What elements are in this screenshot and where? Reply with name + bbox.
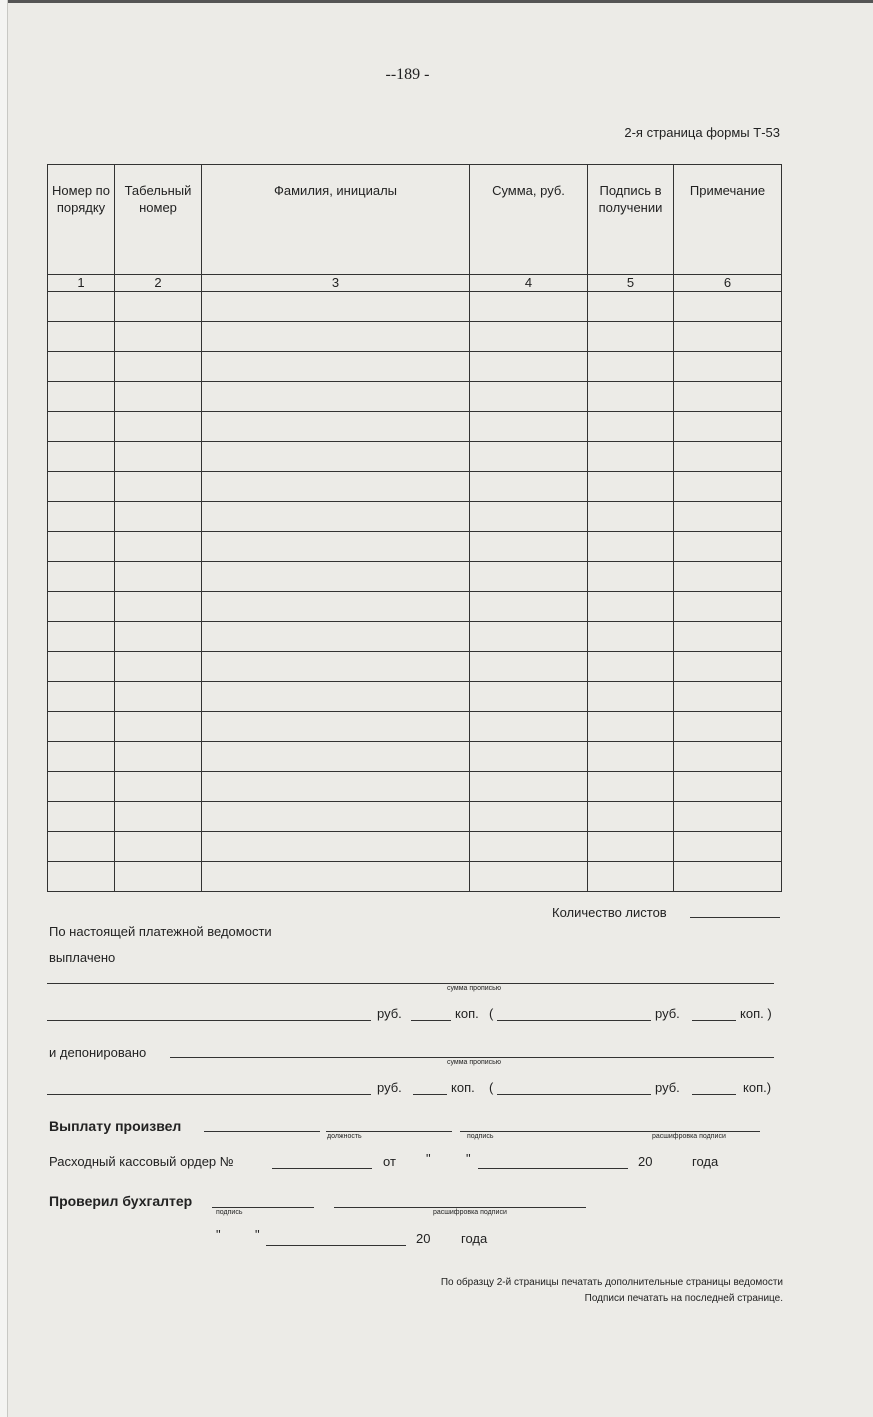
table-cell[interactable]	[470, 862, 588, 892]
table-cell[interactable]	[588, 352, 674, 382]
rub-label: руб.	[377, 1006, 402, 1021]
table-cell[interactable]	[48, 532, 115, 562]
table-cell[interactable]	[588, 292, 674, 322]
kop-label: коп.	[455, 1006, 479, 1021]
table-cell[interactable]	[674, 772, 782, 802]
paid-sum-words-field[interactable]	[47, 983, 774, 984]
table-cell[interactable]	[48, 292, 115, 322]
table-cell[interactable]	[588, 502, 674, 532]
table-cell[interactable]	[202, 532, 470, 562]
paid-label-line1: По настоящей платежной ведомости	[49, 924, 272, 939]
table-cell[interactable]	[470, 352, 588, 382]
table-cell[interactable]	[202, 682, 470, 712]
table-cell[interactable]	[470, 322, 588, 352]
table-cell[interactable]	[48, 592, 115, 622]
kop-close-label-2: коп.)	[743, 1080, 772, 1095]
note-line2: Подписи печатать на последней странице.	[584, 1293, 783, 1304]
table-row	[48, 742, 782, 772]
column-number: 1	[48, 275, 115, 292]
cash-order-number-field[interactable]	[272, 1168, 372, 1169]
table-cell[interactable]	[202, 712, 470, 742]
table-cell[interactable]	[674, 412, 782, 442]
column-number: 3	[202, 275, 470, 292]
table-cell[interactable]	[202, 742, 470, 772]
column-number: 2	[115, 275, 202, 292]
deposited-kop-field[interactable]	[413, 1094, 447, 1095]
table-cell[interactable]	[470, 832, 588, 862]
sheets-count-field[interactable]	[690, 917, 780, 918]
table-cell[interactable]	[674, 862, 782, 892]
paid-kop-digits-field[interactable]	[692, 1020, 736, 1021]
table-row	[48, 862, 782, 892]
scan-left-edge	[0, 0, 8, 1417]
table-row	[48, 802, 782, 832]
table-row	[48, 472, 782, 502]
table-cell[interactable]	[48, 682, 115, 712]
table-cell[interactable]	[588, 772, 674, 802]
from-label: от	[383, 1154, 396, 1169]
table-cell[interactable]	[48, 742, 115, 772]
table-cell[interactable]	[588, 532, 674, 562]
table-cell[interactable]	[48, 652, 115, 682]
table-cell[interactable]	[115, 532, 202, 562]
payroll-table	[47, 164, 782, 892]
table-cell[interactable]	[674, 652, 782, 682]
table-cell[interactable]	[202, 832, 470, 862]
table-cell[interactable]	[674, 352, 782, 382]
table-cell[interactable]	[115, 292, 202, 322]
table-cell[interactable]	[674, 832, 782, 862]
table-cell[interactable]	[115, 832, 202, 862]
header-signature: Подпись в получении	[588, 165, 674, 275]
open-paren: (	[489, 1006, 494, 1021]
table-cell[interactable]	[115, 322, 202, 352]
table-cell[interactable]	[48, 832, 115, 862]
sheets-count-label: Количество листов	[552, 905, 667, 920]
cash-order-date-field[interactable]	[478, 1168, 628, 1169]
sum-in-words-caption: сумма прописью	[447, 985, 502, 992]
accountant-signature-field[interactable]	[212, 1207, 314, 1208]
table-cell[interactable]	[588, 862, 674, 892]
table-cell[interactable]	[674, 802, 782, 832]
table-cell[interactable]	[674, 502, 782, 532]
table-cell[interactable]	[674, 592, 782, 622]
header-personnel-number: Табельный номер	[115, 165, 202, 275]
table-cell[interactable]	[115, 592, 202, 622]
table-cell[interactable]	[48, 382, 115, 412]
note-line1: По образцу 2-й страницы печатать дополнительные страницы ведомости	[440, 1277, 783, 1288]
table-row	[48, 592, 782, 622]
table-cell[interactable]	[202, 862, 470, 892]
table-cell[interactable]	[202, 442, 470, 472]
table-cell[interactable]	[470, 442, 588, 472]
table-cell[interactable]	[588, 742, 674, 772]
deposited-rub-field[interactable]	[47, 1094, 371, 1095]
table-cell[interactable]	[588, 682, 674, 712]
table-cell[interactable]	[202, 592, 470, 622]
table-cell[interactable]	[115, 682, 202, 712]
quote-close-2: "	[255, 1227, 260, 1242]
paid-by-decode-field[interactable]	[460, 1131, 760, 1132]
open-paren-2: (	[489, 1080, 494, 1095]
table-cell[interactable]	[115, 472, 202, 502]
table-cell[interactable]	[115, 712, 202, 742]
table-row	[48, 292, 782, 322]
table-cell[interactable]	[202, 562, 470, 592]
table-cell[interactable]	[470, 502, 588, 532]
table-cell[interactable]	[202, 322, 470, 352]
table-row	[48, 442, 782, 472]
table-row	[48, 562, 782, 592]
table-cell[interactable]	[48, 712, 115, 742]
rub-paren-label: руб.	[655, 1006, 680, 1021]
table-cell[interactable]	[48, 622, 115, 652]
table-row	[48, 412, 782, 442]
table-cell[interactable]	[115, 652, 202, 682]
check-date-field[interactable]	[266, 1245, 406, 1246]
table-cell[interactable]	[202, 292, 470, 322]
table-cell[interactable]	[202, 502, 470, 532]
table-cell[interactable]	[202, 772, 470, 802]
table-cell[interactable]	[115, 442, 202, 472]
table-cell[interactable]	[674, 472, 782, 502]
table-cell[interactable]	[674, 442, 782, 472]
deposited-kop-digits-field[interactable]	[692, 1094, 736, 1095]
signature-decode-caption-2: расшифровка подписи	[433, 1209, 507, 1216]
paid-by-signature-field[interactable]	[326, 1131, 452, 1132]
table-cell[interactable]	[48, 772, 115, 802]
position-caption: должность	[327, 1133, 362, 1140]
table-cell[interactable]	[470, 412, 588, 442]
table-cell[interactable]	[674, 742, 782, 772]
table-cell[interactable]	[674, 712, 782, 742]
year-label-2: года	[461, 1231, 488, 1246]
table-cell[interactable]	[470, 292, 588, 322]
table-cell[interactable]	[48, 502, 115, 532]
table-cell[interactable]	[115, 412, 202, 442]
table-cell[interactable]	[115, 502, 202, 532]
table-row	[48, 382, 782, 412]
table-row	[48, 652, 782, 682]
quote-open: "	[426, 1151, 431, 1166]
signature-caption: подпись	[467, 1133, 494, 1140]
table-cell[interactable]	[674, 622, 782, 652]
column-number: 6	[674, 275, 782, 292]
table-cell[interactable]	[674, 532, 782, 562]
table-cell[interactable]	[588, 382, 674, 412]
sum-in-words-caption-2: сумма прописью	[447, 1059, 502, 1066]
table-cell[interactable]	[202, 412, 470, 442]
table-cell[interactable]	[470, 382, 588, 412]
paid-rub-digits-field[interactable]	[497, 1020, 651, 1021]
table-cell[interactable]	[674, 382, 782, 412]
deposited-label: и депонировано	[49, 1045, 147, 1060]
table-cell[interactable]	[202, 622, 470, 652]
table-cell[interactable]	[48, 442, 115, 472]
table-row	[48, 832, 782, 862]
table-cell[interactable]	[48, 352, 115, 382]
table-row	[48, 532, 782, 562]
table-cell[interactable]	[48, 472, 115, 502]
paid-kop-field[interactable]	[411, 1020, 451, 1021]
table-cell[interactable]	[470, 622, 588, 652]
page-number: --189 -	[385, 66, 430, 83]
table-cell[interactable]	[202, 382, 470, 412]
quote-open-2: "	[216, 1227, 221, 1242]
column-number: 5	[588, 275, 674, 292]
paid-by-position-field[interactable]	[204, 1131, 320, 1132]
header-row-number: Номер по порядку	[48, 165, 115, 275]
column-number-row	[48, 275, 782, 292]
table-cell[interactable]	[588, 712, 674, 742]
column-number: 4	[470, 275, 588, 292]
table-cell[interactable]	[588, 412, 674, 442]
table-cell[interactable]	[470, 772, 588, 802]
table-cell[interactable]	[202, 652, 470, 682]
header-full-name: Фамилия, инициалы	[202, 165, 470, 275]
table-cell[interactable]	[470, 652, 588, 682]
kop-close-label: коп. )	[740, 1006, 772, 1021]
cash-order-label: Расходный кассовый ордер №	[49, 1154, 234, 1169]
year-prefix: 20	[638, 1154, 653, 1169]
year-prefix-2: 20	[416, 1231, 431, 1246]
table-row	[48, 502, 782, 532]
table-row	[48, 772, 782, 802]
header-amount: Сумма, руб.	[470, 165, 588, 275]
table-cell[interactable]	[115, 382, 202, 412]
paid-by-label: Выплату произвел	[49, 1118, 182, 1134]
table-cell[interactable]	[115, 622, 202, 652]
table-cell[interactable]	[202, 472, 470, 502]
header-note: Примечание	[674, 165, 782, 275]
table-cell[interactable]	[674, 292, 782, 322]
table-cell[interactable]	[470, 802, 588, 832]
table-row	[48, 322, 782, 352]
table-cell[interactable]	[115, 772, 202, 802]
table-cell[interactable]	[48, 562, 115, 592]
table-cell[interactable]	[48, 322, 115, 352]
accountant-decode-field[interactable]	[334, 1207, 586, 1208]
table-row	[48, 352, 782, 382]
table-cell[interactable]	[674, 322, 782, 352]
table-cell[interactable]	[470, 712, 588, 742]
table-cell[interactable]	[115, 562, 202, 592]
table-cell[interactable]	[470, 472, 588, 502]
deposited-sum-words-field[interactable]	[170, 1057, 774, 1058]
table-cell[interactable]	[588, 472, 674, 502]
table-cell[interactable]	[470, 562, 588, 592]
table-cell[interactable]	[588, 622, 674, 652]
table-cell[interactable]	[588, 322, 674, 352]
table-cell[interactable]	[674, 562, 782, 592]
rub-paren-label-2: руб.	[655, 1080, 680, 1095]
table-cell[interactable]	[48, 412, 115, 442]
table-cell[interactable]	[588, 652, 674, 682]
table-cell[interactable]	[48, 862, 115, 892]
rub-label-2: руб.	[377, 1080, 402, 1095]
table-cell[interactable]	[115, 802, 202, 832]
table-cell[interactable]	[588, 562, 674, 592]
table-row	[48, 682, 782, 712]
table-cell[interactable]	[48, 802, 115, 832]
table-cell[interactable]	[202, 802, 470, 832]
table-row	[48, 712, 782, 742]
signature-caption-2: подпись	[216, 1209, 243, 1216]
table-cell[interactable]	[588, 832, 674, 862]
table-cell[interactable]	[674, 682, 782, 712]
checked-by-label: Проверил бухгалтер	[49, 1193, 193, 1209]
kop-label-2: коп.	[451, 1080, 475, 1095]
signature-decode-caption: расшифровка подписи	[652, 1133, 726, 1140]
table-cell[interactable]	[115, 862, 202, 892]
paid-rub-field[interactable]	[47, 1020, 371, 1021]
year-label: года	[692, 1154, 719, 1169]
table-cell[interactable]	[588, 592, 674, 622]
table-cell[interactable]	[115, 742, 202, 772]
table-cell[interactable]	[588, 802, 674, 832]
table-cell[interactable]	[202, 352, 470, 382]
form-caption: 2-я страница формы Т-53	[624, 125, 780, 140]
deposited-rub-digits-field[interactable]	[497, 1094, 651, 1095]
scan-top-edge	[0, 0, 873, 3]
table-cell[interactable]	[115, 352, 202, 382]
table-cell[interactable]	[470, 592, 588, 622]
table-cell[interactable]	[470, 742, 588, 772]
table-cell[interactable]	[470, 532, 588, 562]
table-cell[interactable]	[588, 442, 674, 472]
quote-close: "	[466, 1151, 471, 1166]
paid-label-line2: выплачено	[49, 950, 116, 965]
table-cell[interactable]	[470, 682, 588, 712]
table-row	[48, 622, 782, 652]
